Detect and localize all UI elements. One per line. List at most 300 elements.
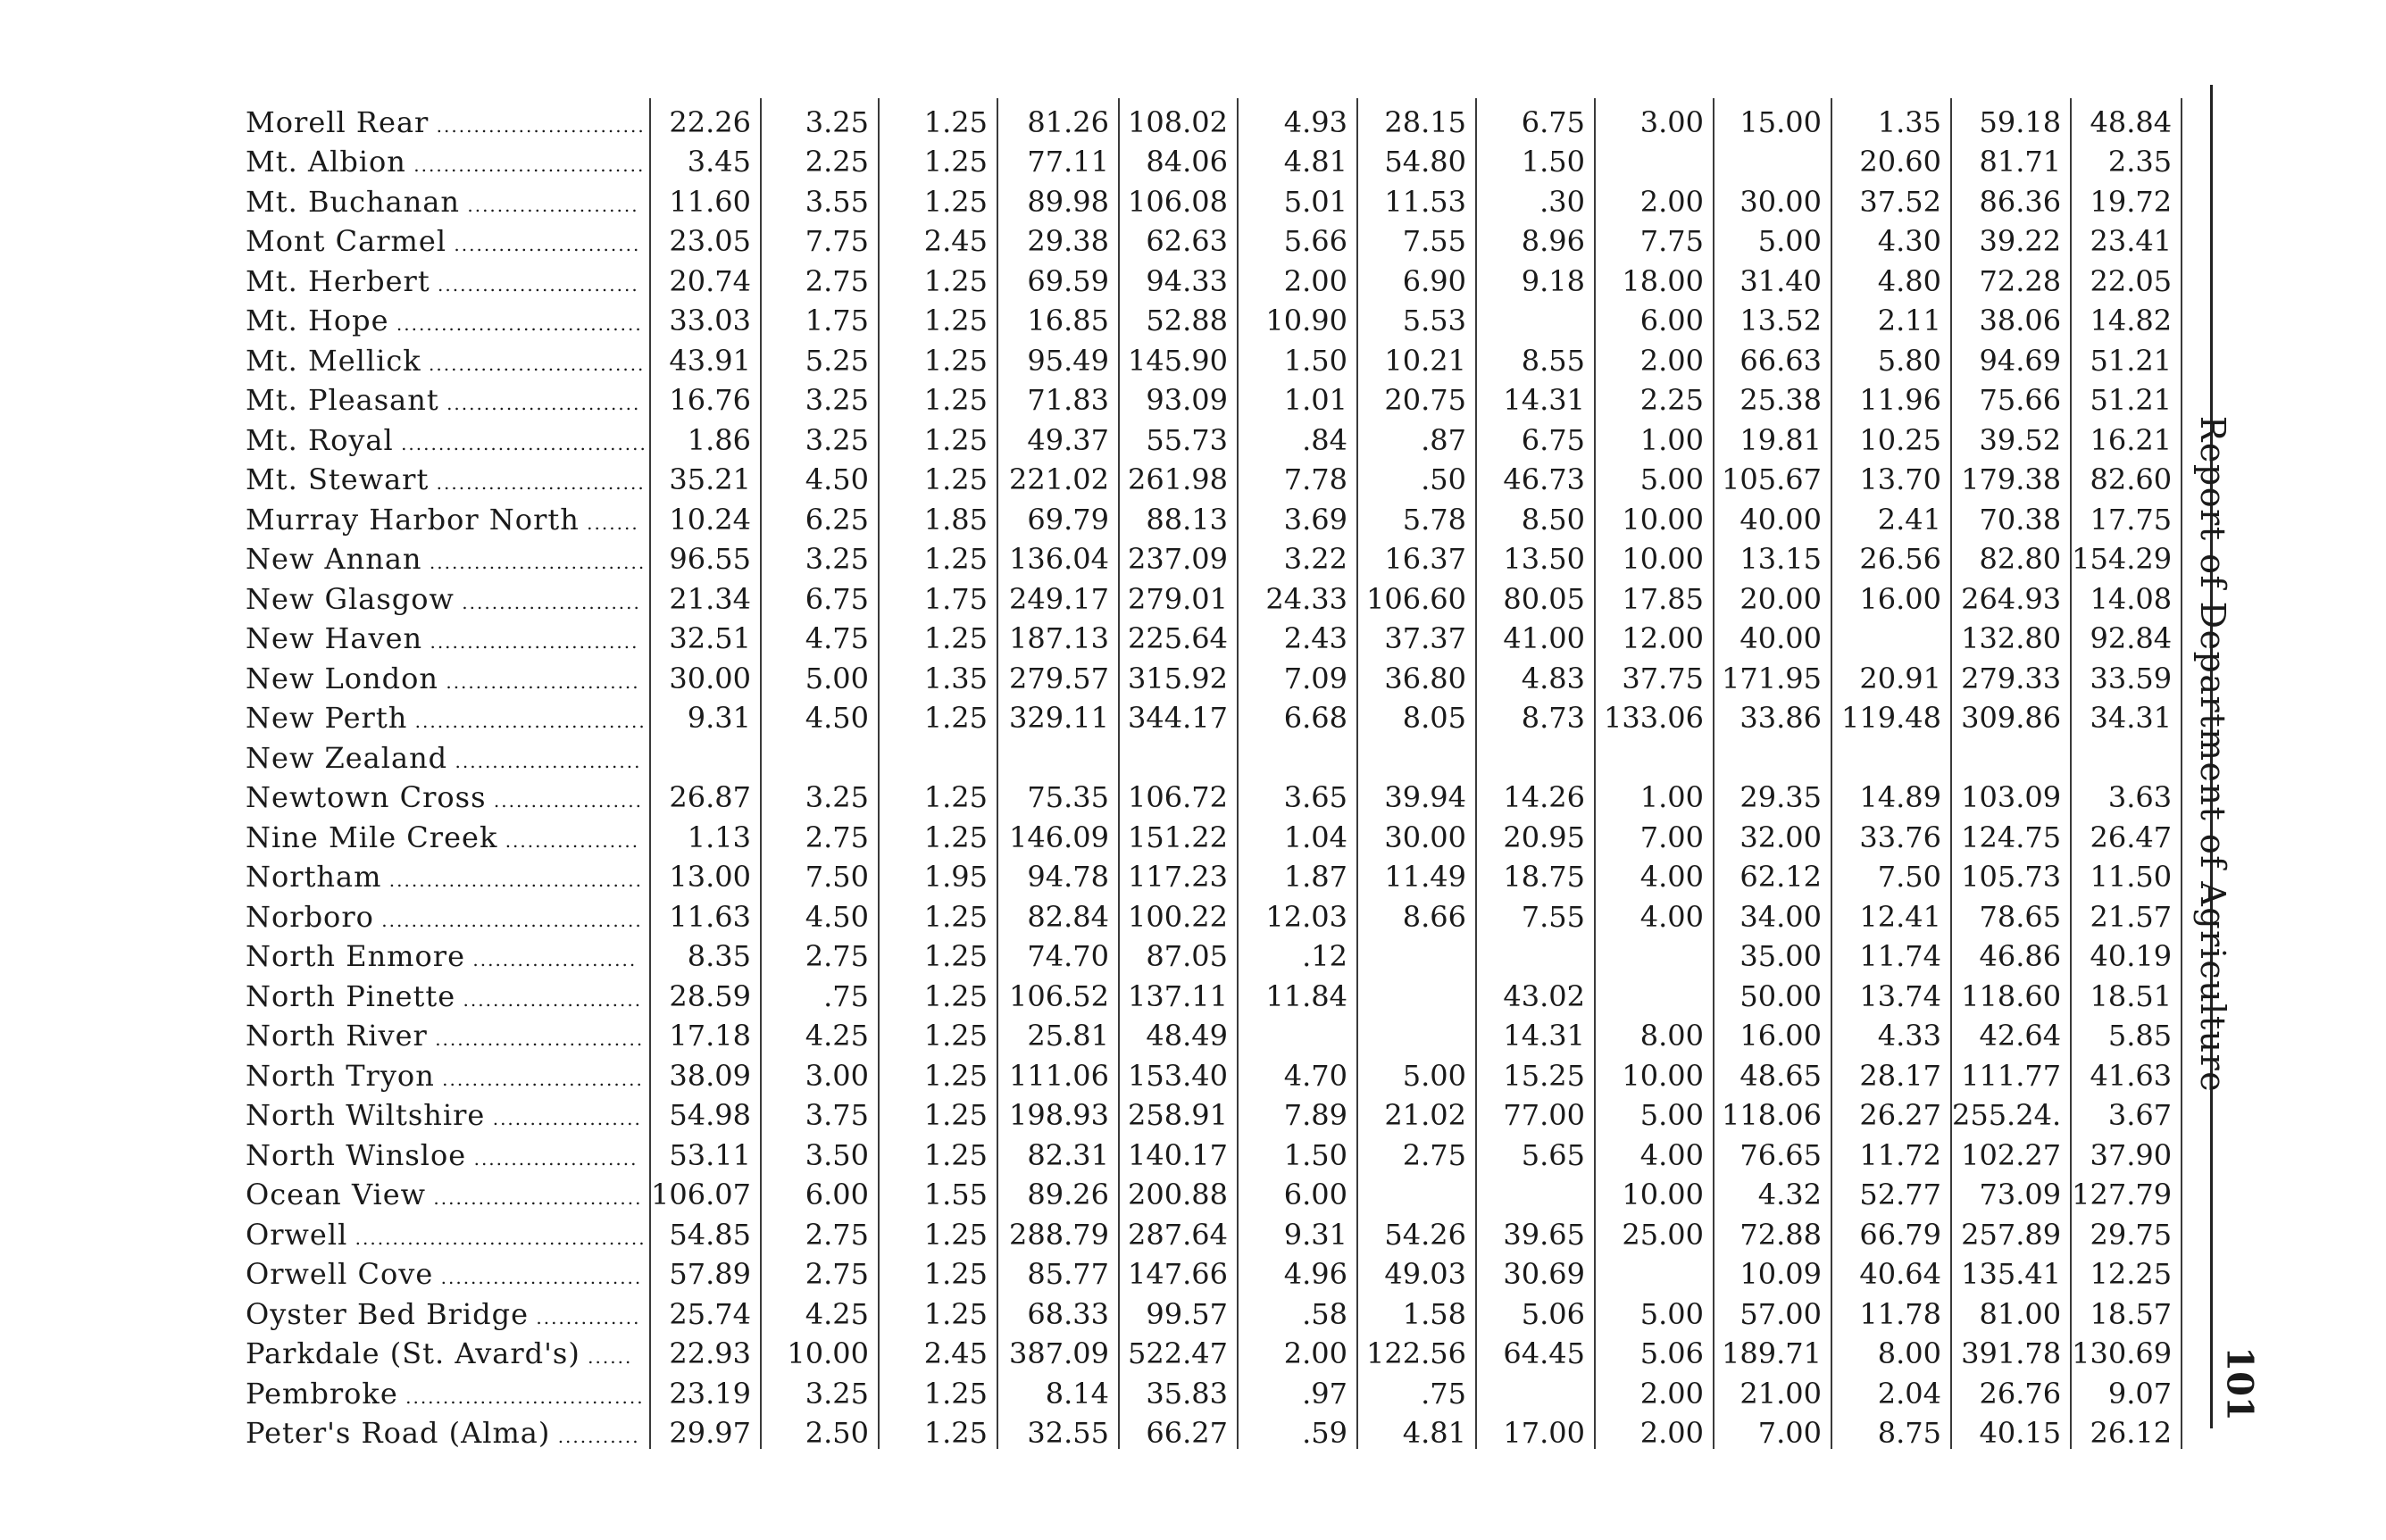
table-row xyxy=(246,297,2182,337)
amount-cell: 6.25 xyxy=(761,495,879,536)
locality-name-cell xyxy=(246,1052,650,1092)
amount-cell: 105.67 xyxy=(1714,456,1831,496)
amount-cell: 40.19 xyxy=(2071,933,2182,973)
amount-cell: 6.90 xyxy=(1357,257,1476,297)
amount-cell xyxy=(1357,933,1476,973)
amount-cell: 26.76 xyxy=(1951,1369,2071,1410)
amount-cell: 1.25 xyxy=(879,1369,997,1410)
amount-cell: 49.37 xyxy=(997,416,1119,456)
amount-cell: 106.60 xyxy=(1357,575,1476,615)
locality-name-cell xyxy=(246,1410,650,1450)
amount-cell: 8.00 xyxy=(1831,1330,1951,1370)
amount-cell: 287.64 xyxy=(1119,1211,1238,1251)
amount-cell: 6.68 xyxy=(1238,695,1357,735)
amount-cell: 74.70 xyxy=(997,933,1119,973)
amount-cell: 127.79 xyxy=(2071,1171,2182,1211)
locality-name-cell xyxy=(246,218,650,258)
amount-cell: 17.85 xyxy=(1595,575,1714,615)
amount-cell: 37.37 xyxy=(1357,615,1476,655)
amount-cell: 72.28 xyxy=(1951,257,2071,297)
amount-cell: 5.01 xyxy=(1238,178,1357,218)
amount-cell: 7.50 xyxy=(1831,853,1951,894)
locality-name: Oyster Bed Bridge xyxy=(246,1296,530,1331)
amount-cell: .75 xyxy=(761,972,879,1012)
locality-name: New London xyxy=(246,661,438,695)
amount-cell: 26.12 xyxy=(2071,1410,2182,1450)
amount-cell: 1.25 xyxy=(879,377,997,417)
table-row xyxy=(246,495,2182,536)
amount-cell xyxy=(1595,933,1714,973)
amount-cell: 82.60 xyxy=(2071,456,2182,496)
amount-cell: 5.00 xyxy=(1595,1290,1714,1330)
amount-cell: 16.85 xyxy=(997,297,1119,337)
table-row xyxy=(246,377,2182,417)
dot-leader: ........................ xyxy=(455,988,643,1011)
amount-cell: 14.08 xyxy=(2071,575,2182,615)
amount-cell: 72.88 xyxy=(1714,1211,1831,1251)
locality-name: North Enmore xyxy=(246,939,466,973)
amount-cell: 64.45 xyxy=(1476,1330,1595,1370)
amount-cell: 40.64 xyxy=(1831,1251,1951,1291)
amount-cell: 7.75 xyxy=(1595,218,1714,258)
locality-name-cell xyxy=(246,813,650,853)
table-row xyxy=(246,337,2182,377)
table-row xyxy=(246,1171,2182,1211)
locality-name: Murray Harbor North xyxy=(246,502,580,537)
amount-cell xyxy=(1476,734,1595,774)
amount-cell: 78.65 xyxy=(1951,893,2071,933)
amount-cell: 4.75 xyxy=(761,615,879,655)
amount-cell: 9.31 xyxy=(1238,1211,1357,1251)
amount-cell: 4.32 xyxy=(1714,1171,1831,1211)
amount-cell: 8.75 xyxy=(1831,1410,1951,1450)
amount-cell: 1.87 xyxy=(1238,853,1357,894)
amount-cell: 87.05 xyxy=(1119,933,1238,973)
amount-cell: 1.25 xyxy=(879,933,997,973)
amount-cell: 2.75 xyxy=(761,257,879,297)
amount-cell: .58 xyxy=(1238,1290,1357,1330)
amount-cell: 99.57 xyxy=(1119,1290,1238,1330)
amount-cell: 10.21 xyxy=(1357,337,1476,377)
amount-cell: 29.38 xyxy=(997,218,1119,258)
amount-cell: 81.71 xyxy=(1951,138,2071,179)
amount-cell: 48.49 xyxy=(1119,1012,1238,1053)
amount-cell: 10.24 xyxy=(650,495,761,536)
amount-cell: 22.05 xyxy=(2071,257,2182,297)
amount-cell: 4.80 xyxy=(1831,257,1951,297)
amount-cell: 39.52 xyxy=(1951,416,2071,456)
locality-name-cell xyxy=(246,257,650,297)
amount-cell: 2.75 xyxy=(761,1251,879,1291)
amount-cell: 1.25 xyxy=(879,337,997,377)
amount-cell xyxy=(1357,972,1476,1012)
dot-leader: ............................ xyxy=(427,1028,645,1050)
locality-name-cell xyxy=(246,297,650,337)
amount-cell: 1.25 xyxy=(879,1131,997,1171)
amount-cell: 31.40 xyxy=(1714,257,1831,297)
locality-name-cell xyxy=(246,853,650,894)
amount-cell: 35.21 xyxy=(650,456,761,496)
amount-cell: 88.13 xyxy=(1119,495,1238,536)
amount-cell: 118.06 xyxy=(1714,1092,1831,1132)
amount-cell: 68.33 xyxy=(997,1290,1119,1330)
table-row xyxy=(246,536,2182,576)
amount-cell: 258.91 xyxy=(1119,1092,1238,1132)
amount-cell xyxy=(1595,972,1714,1012)
amount-cell: 32.55 xyxy=(997,1410,1119,1450)
dot-leader: ............................. xyxy=(421,552,647,573)
amount-cell: 11.49 xyxy=(1357,853,1476,894)
amount-cell: .12 xyxy=(1238,933,1357,973)
amount-cell xyxy=(879,734,997,774)
amount-cell: 17.75 xyxy=(2071,495,2182,536)
locality-name: Mt. Royal xyxy=(246,422,394,457)
amount-cell: 89.98 xyxy=(997,178,1119,218)
amount-cell: 14.89 xyxy=(1831,774,1951,814)
amount-cell: 11.60 xyxy=(650,178,761,218)
amount-cell: 11.53 xyxy=(1357,178,1476,218)
amount-cell: 8.14 xyxy=(997,1369,1119,1410)
amount-cell: 2.00 xyxy=(1595,1369,1714,1410)
amount-cell: 257.89 xyxy=(1951,1211,2071,1251)
table-row xyxy=(246,456,2182,496)
amount-cell xyxy=(1119,734,1238,774)
amount-cell xyxy=(650,734,761,774)
amount-cell: 5.80 xyxy=(1831,337,1951,377)
amount-cell: 6.00 xyxy=(1238,1171,1357,1211)
amount-cell: 21.02 xyxy=(1357,1092,1476,1132)
amount-cell: 46.73 xyxy=(1476,456,1595,496)
amount-cell: 1.75 xyxy=(761,297,879,337)
amount-cell: 2.35 xyxy=(2071,138,2182,179)
amount-cell: .75 xyxy=(1357,1369,1476,1410)
table-row xyxy=(246,1012,2182,1053)
dot-leader: ............................... xyxy=(405,154,646,176)
amount-cell: 28.15 xyxy=(1357,98,1476,138)
dot-leader: .......................... xyxy=(438,393,641,414)
amount-cell: 4.50 xyxy=(761,893,879,933)
amount-cell: 4.25 xyxy=(761,1012,879,1053)
amount-cell: 36.80 xyxy=(1357,654,1476,695)
amount-cell: 69.59 xyxy=(997,257,1119,297)
table-row xyxy=(246,1052,2182,1092)
amount-cell: 2.75 xyxy=(761,1211,879,1251)
amount-cell: 20.74 xyxy=(650,257,761,297)
amount-cell: 12.41 xyxy=(1831,893,1951,933)
amount-cell xyxy=(1357,1171,1476,1211)
dot-leader: .................................. xyxy=(381,870,643,891)
amount-cell: 6.00 xyxy=(761,1171,879,1211)
amount-cell: 264.93 xyxy=(1951,575,2071,615)
amount-cell: 1.25 xyxy=(879,1410,997,1450)
dot-leader: ................................. xyxy=(388,313,643,335)
amount-cell: 5.85 xyxy=(2071,1012,2182,1053)
amount-cell: 34.31 xyxy=(2071,695,2182,735)
amount-cell: 2.00 xyxy=(1595,337,1714,377)
amount-cell: 10.00 xyxy=(1595,495,1714,536)
amount-cell: 80.05 xyxy=(1476,575,1595,615)
amount-cell: 147.66 xyxy=(1119,1251,1238,1291)
locality-name: Nine Mile Creek xyxy=(246,820,498,854)
amount-cell: 1.25 xyxy=(879,774,997,814)
table-row xyxy=(246,575,2182,615)
locality-name-cell xyxy=(246,1211,650,1251)
locality-name: Mt. Pleasant xyxy=(246,383,439,417)
amount-cell: 189.71 xyxy=(1714,1330,1831,1370)
locality-name-cell xyxy=(246,416,650,456)
dot-leader: ............................... xyxy=(407,711,647,732)
amount-cell: 1.95 xyxy=(879,853,997,894)
amount-cell: 2.50 xyxy=(761,1410,879,1450)
amount-cell: 2.75 xyxy=(761,813,879,853)
amount-cell: 15.25 xyxy=(1476,1052,1595,1092)
amount-cell: 111.77 xyxy=(1951,1052,2071,1092)
amount-cell: 1.00 xyxy=(1595,416,1714,456)
amount-cell: 14.31 xyxy=(1476,377,1595,417)
dot-leader: ...................... xyxy=(465,949,638,970)
locality-name: Norboro xyxy=(246,899,374,934)
amount-cell: 2.25 xyxy=(1595,377,1714,417)
amount-cell: 4.30 xyxy=(1831,218,1951,258)
dot-leader: ......................... xyxy=(447,750,642,772)
amount-cell: 135.41 xyxy=(1951,1251,2071,1291)
amount-cell: 3.25 xyxy=(761,416,879,456)
amount-cell: 33.03 xyxy=(650,297,761,337)
amount-cell: 133.06 xyxy=(1595,695,1714,735)
amount-cell: 34.00 xyxy=(1714,893,1831,933)
amount-cell: 96.55 xyxy=(650,536,761,576)
locality-name-cell xyxy=(246,615,650,655)
amount-cell xyxy=(1238,734,1357,774)
amount-cell: 20.91 xyxy=(1831,654,1951,695)
amount-cell: 146.09 xyxy=(997,813,1119,853)
amount-cell: 35.00 xyxy=(1714,933,1831,973)
locality-name: Northam xyxy=(246,860,382,894)
amount-cell: 93.09 xyxy=(1119,377,1238,417)
amount-cell: 25.00 xyxy=(1595,1211,1714,1251)
amount-cell: 9.18 xyxy=(1476,257,1595,297)
amount-cell: 4.50 xyxy=(761,456,879,496)
locality-name: New Haven xyxy=(246,621,423,655)
amount-cell: 48.65 xyxy=(1714,1052,1831,1092)
amount-cell: 1.75 xyxy=(879,575,997,615)
amount-cell: 145.90 xyxy=(1119,337,1238,377)
amount-cell: 14.26 xyxy=(1476,774,1595,814)
amount-cell: 38.06 xyxy=(1951,297,2071,337)
amount-cell: 85.77 xyxy=(997,1251,1119,1291)
amount-cell: 18.57 xyxy=(2071,1290,2182,1330)
amount-cell xyxy=(1476,1171,1595,1211)
locality-name-cell xyxy=(246,972,650,1012)
amount-cell: 30.69 xyxy=(1476,1251,1595,1291)
amount-cell: 62.12 xyxy=(1714,853,1831,894)
amount-cell: 11.50 xyxy=(2071,853,2182,894)
locality-name-cell xyxy=(246,1012,650,1053)
amount-cell: 8.50 xyxy=(1476,495,1595,536)
amount-cell: 4.50 xyxy=(761,695,879,735)
amount-cell: 19.81 xyxy=(1714,416,1831,456)
locality-name: New Zealand xyxy=(246,740,448,775)
amount-cell: 52.77 xyxy=(1831,1171,1951,1211)
dot-leader: .............. xyxy=(529,1306,641,1328)
amount-cell: 22.26 xyxy=(650,98,761,138)
locality-name: North Pinette xyxy=(246,978,456,1013)
amount-cell xyxy=(1476,1369,1595,1410)
locality-name: North Tryon xyxy=(246,1058,435,1093)
amount-cell: 13.74 xyxy=(1831,972,1951,1012)
amount-cell: 7.00 xyxy=(1714,1410,1831,1450)
amount-cell: 12.00 xyxy=(1595,615,1714,655)
amount-cell: 136.04 xyxy=(997,536,1119,576)
locality-name: North Wiltshire xyxy=(246,1098,486,1132)
amount-cell: 9.07 xyxy=(2071,1369,2182,1410)
amount-cell: 3.63 xyxy=(2071,774,2182,814)
table-row xyxy=(246,654,2182,695)
amount-cell: 57.89 xyxy=(650,1251,761,1291)
amount-cell: 15.00 xyxy=(1714,98,1831,138)
amount-cell: 3.25 xyxy=(761,98,879,138)
dot-leader: ............................ xyxy=(429,114,646,137)
amount-cell: 2.41 xyxy=(1831,495,1951,536)
amount-cell: 279.01 xyxy=(1119,575,1238,615)
amount-cell: 19.72 xyxy=(2071,178,2182,218)
amount-cell: 198.93 xyxy=(997,1092,1119,1132)
amount-cell: 73.09 xyxy=(1951,1171,2071,1211)
amount-cell: 6.00 xyxy=(1595,297,1714,337)
amount-cell: 30.00 xyxy=(1357,813,1476,853)
amount-cell: 13.52 xyxy=(1714,297,1831,337)
amount-cell: 94.78 xyxy=(997,853,1119,894)
amount-cell: 3.45 xyxy=(650,138,761,179)
amount-cell: 1.86 xyxy=(650,416,761,456)
amount-cell: 20.00 xyxy=(1714,575,1831,615)
amount-cell: 387.09 xyxy=(997,1330,1119,1370)
amount-cell: 11.96 xyxy=(1831,377,1951,417)
amount-cell: .59 xyxy=(1238,1410,1357,1450)
amount-cell: 1.25 xyxy=(879,456,997,496)
dot-leader: ........................... xyxy=(433,1267,643,1288)
amount-cell: 261.98 xyxy=(1119,456,1238,496)
amount-cell: 3.25 xyxy=(761,1369,879,1410)
locality-name: Pembroke xyxy=(246,1376,398,1411)
locality-name: New Perth xyxy=(246,701,408,735)
amount-cell: 21.00 xyxy=(1714,1369,1831,1410)
amount-cell: 119.48 xyxy=(1831,695,1951,735)
amount-cell: .30 xyxy=(1476,178,1595,218)
amount-cell: 37.90 xyxy=(2071,1131,2182,1171)
table-row xyxy=(246,1369,2182,1410)
amount-cell: 3.65 xyxy=(1238,774,1357,814)
table-row xyxy=(246,933,2182,973)
amount-cell: 6.75 xyxy=(1476,416,1595,456)
amount-cell: 11.63 xyxy=(650,893,761,933)
amount-cell: 28.17 xyxy=(1831,1052,1951,1092)
dot-leader: .................. xyxy=(497,829,640,852)
locality-name: New Glasgow xyxy=(246,581,455,616)
amount-cell: 1.35 xyxy=(1831,98,1951,138)
amount-cell: 54.80 xyxy=(1357,138,1476,179)
amount-cell xyxy=(1357,734,1476,774)
amount-cell xyxy=(1476,933,1595,973)
amount-cell: 1.25 xyxy=(879,1092,997,1132)
amount-cell: 4.81 xyxy=(1238,138,1357,179)
amount-cell: .84 xyxy=(1238,416,1357,456)
dot-leader: ........... xyxy=(550,1426,640,1447)
amount-cell: 25.38 xyxy=(1714,377,1831,417)
amount-cell: 37.52 xyxy=(1831,178,1951,218)
amount-cell: 76.65 xyxy=(1714,1131,1831,1171)
amount-cell xyxy=(1714,734,1831,774)
amount-cell: 3.67 xyxy=(2071,1092,2182,1132)
amount-cell: 66.63 xyxy=(1714,337,1831,377)
amount-cell: 49.03 xyxy=(1357,1251,1476,1291)
amount-cell: 39.65 xyxy=(1476,1211,1595,1251)
amount-cell: 2.25 xyxy=(761,138,879,179)
amount-cell: 59.18 xyxy=(1951,98,2071,138)
amount-cell: 522.47 xyxy=(1119,1330,1238,1370)
amount-cell: 4.96 xyxy=(1238,1251,1357,1291)
amount-cell: 3.25 xyxy=(761,774,879,814)
amount-cell: 11.74 xyxy=(1831,933,1951,973)
table-row xyxy=(246,1410,2182,1450)
amount-cell: 95.49 xyxy=(997,337,1119,377)
amount-cell: 39.94 xyxy=(1357,774,1476,814)
amount-cell: 1.25 xyxy=(879,1012,997,1053)
amount-cell: 2.11 xyxy=(1831,297,1951,337)
dot-leader: ....................................... xyxy=(347,1227,647,1249)
amount-cell: 1.85 xyxy=(879,495,997,536)
locality-name: Mt. Hope xyxy=(246,304,389,337)
amount-cell: 106.72 xyxy=(1119,774,1238,814)
amount-cell: 5.06 xyxy=(1595,1330,1714,1370)
amount-cell: 52.88 xyxy=(1119,297,1238,337)
amount-cell: 70.38 xyxy=(1951,495,2071,536)
amount-cell: 22.93 xyxy=(650,1330,761,1370)
amount-cell: 28.59 xyxy=(650,972,761,1012)
amount-cell: 132.80 xyxy=(1951,615,2071,655)
amount-cell: 82.80 xyxy=(1951,536,2071,576)
amount-cell: 81.00 xyxy=(1951,1290,2071,1330)
amount-cell: 1.25 xyxy=(879,257,997,297)
amount-cell: 84.06 xyxy=(1119,138,1238,179)
amount-cell: 26.56 xyxy=(1831,536,1951,576)
amount-cell: 9.31 xyxy=(650,695,761,735)
amount-cell: 1.50 xyxy=(1238,1131,1357,1171)
amount-cell: 1.50 xyxy=(1238,337,1357,377)
locality-name: Orwell xyxy=(246,1217,348,1252)
amount-cell: 315.92 xyxy=(1119,654,1238,695)
amount-cell: 1.25 xyxy=(879,1290,997,1330)
amount-cell: 108.02 xyxy=(1119,98,1238,138)
amount-cell: 14.82 xyxy=(2071,297,2182,337)
amount-cell: 5.00 xyxy=(1595,456,1714,496)
table-row xyxy=(246,1330,2182,1370)
amount-cell: 5.00 xyxy=(1714,218,1831,258)
amount-cell: 81.26 xyxy=(997,98,1119,138)
amount-cell: 4.83 xyxy=(1476,654,1595,695)
amount-cell: .87 xyxy=(1357,416,1476,456)
amount-cell: 13.00 xyxy=(650,853,761,894)
amount-cell: 10.90 xyxy=(1238,297,1357,337)
amount-cell: 16.37 xyxy=(1357,536,1476,576)
amount-cell: 140.17 xyxy=(1119,1131,1238,1171)
dot-leader: ............................ xyxy=(426,1187,643,1209)
table-row xyxy=(246,1092,2182,1132)
locality-name-cell xyxy=(246,98,650,138)
dot-leader: ........................ xyxy=(454,591,641,613)
amount-cell: 2.00 xyxy=(1238,257,1357,297)
locality-name-cell xyxy=(246,456,650,496)
